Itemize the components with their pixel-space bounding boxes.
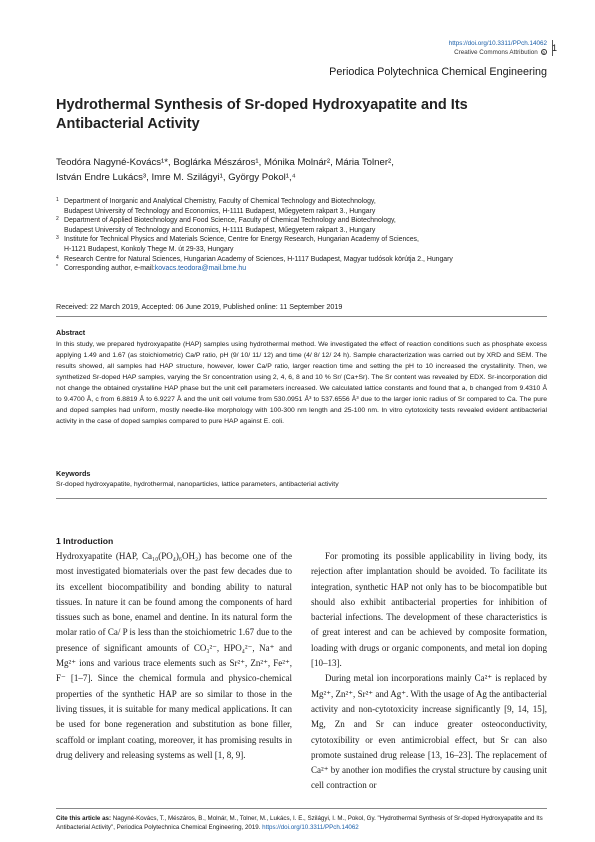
corresponding-label: Corresponding author, e-mail: bbox=[64, 265, 155, 273]
affiliation-number: * bbox=[56, 264, 58, 271]
article-title: Hydrothermal Synthesis of Sr-doped Hydroxyapatite and Its Antibacterial Activity bbox=[56, 97, 468, 132]
affiliation-number: 1 bbox=[56, 197, 59, 203]
affiliations bbox=[56, 197, 556, 274]
abstract-heading: Abstract bbox=[56, 328, 86, 337]
affiliation-text: Research Centre for Natural Sciences, Hungarian Academy of Sciences, H-1117 Budapest, Magyar tudósok körútja 2., Hungary bbox=[64, 255, 453, 263]
email-link[interactable]: kovacs.teodora@mail.bme.hu bbox=[154, 265, 247, 273]
divider-top bbox=[56, 316, 547, 317]
publication-dates: Received: 22 March 2019, Accepted: 06 June 2019, Published online: 11 September 2019 bbox=[56, 302, 343, 311]
cc-by-icon: b bbox=[542, 49, 545, 55]
affiliation-2-cont bbox=[56, 226, 556, 236]
affiliation-number: 4 bbox=[56, 254, 59, 261]
authors-line-2: István Endre Lukács³, Imre M. Szilágyi¹, György Pokol¹,⁴ bbox=[56, 171, 296, 183]
citation bbox=[56, 815, 547, 832]
right-column bbox=[311, 549, 547, 794]
header-info bbox=[449, 40, 547, 57]
corresponding-author bbox=[56, 264, 556, 274]
section-heading: 1 Introduction bbox=[56, 536, 114, 546]
divider-footer bbox=[56, 808, 547, 809]
paragraph: During metal ion incorporations mainly Ca²⁺ is replaced by Mg²⁺, Zn²⁺, Sr²⁺ and Ag⁺. With the usage of Ag the antibacterial activity and non-cytotoxicity increase significantly [9, 14, 15], Mg, Zn and Sr can induce greater osteoconductivity, cytotoxibility or even antimicrobial effect, but Sr can also promote sustained drug release [13, 16–23]. The replacement of Ca²⁺ by another ion modifies the crystal structure by causing unit cell contraction or bbox=[311, 673, 547, 791]
paragraph: For promoting its possible applicability in living body, its rejection after implantation should be avoided. To facilitate its integration, synthetic HAP not only has to be biocompatible but should also exhibit antibacterial properties for inhibition of bacterial infections. The development of these characteristics is of great interest and can be achieved by composite formation, loading with drugs or organic components, and metal ion doping [10–13]. bbox=[311, 551, 547, 669]
citation-text: Nagyné-Kovács, T., Mészáros, B., Molnár, M., Tolner, M., Lukács, I. E., Szilágyi, I. M., Pokol, Gy. "Hydrothermal Synthesis of Sr-doped Hydroxyapatite and Its Antibacterial Activity", Periodica Polytechnica Chemical Engineering, 2019. bbox=[56, 815, 543, 831]
keywords-heading: Keywords bbox=[56, 469, 91, 478]
affiliation-spacer bbox=[56, 245, 64, 255]
affiliation-text: H-1121 Budapest, Konkoly Thege M. út 29-33, Hungary bbox=[64, 245, 234, 253]
affiliation-text: Budapest University of Technology and Economics, H-1111 Budapest, Műegyetem rakpart 3., Hungary bbox=[64, 207, 376, 215]
journal-name: Periodica Polytechnica Chemical Engineering bbox=[329, 66, 547, 78]
affiliation-number: 2 bbox=[56, 216, 59, 223]
left-column bbox=[56, 549, 292, 763]
doi-link[interactable]: https://doi.org/10.3311/PPch.14062 bbox=[448, 40, 547, 47]
license-text: Creative Commons Attribution bbox=[454, 48, 538, 56]
citation-label: Cite this article as: bbox=[56, 815, 113, 822]
citation-link[interactable]: https://doi.org/10.3311/PPch.14062 bbox=[262, 823, 359, 831]
license-line bbox=[449, 49, 547, 58]
affiliation-text: Budapest University of Technology and Economics, H-1111 Budapest, Műegyetem rakpart 3., Hungary bbox=[64, 226, 376, 234]
paragraph: Hydroxyapatite (HAP, Ca₁₀(PO₄)₆OH₂) has become one of the most investigated biomaterials over the past few decades due to its excellent biocompatibility and bonding ability to natural tissues. In nature it can be found among the components of hard tissues such as bone, enamel and dentine. In its natural form the molar ratio of Ca/ P is less than the stoichiometric 1.67 due to the presence of significant amounts of CO₃²⁻, HPO₄²⁻, Na⁺ and Mg²⁺ ions and various trace elements such as Sr²⁺, Zn²⁺, Fe²⁺, F⁻ [1–7]. Since the chemical formula and physico-chemical properties of the synthetic HAP are so similar to those in the living tissues, it is suitable for many medical applications. It can be used for bone regeneration and substitution as bone filler, scaffold or implant coating, moreover, it has promising results in drug delivery and releasing systems as well [1, 8, 9]. bbox=[56, 551, 292, 760]
abstract-text: In this study, we prepared hydroxyapatite (HAP) samples using hydrothermal method. We investigated the effect of reaction conditions such as phosphate excess applying 1.49 and 1.67 (as stoichiometric) Ca/P ratio, pH (9/ 10/ 11/ 12) and time (4/ 8/ 12/ 24 h). Sample characterization was carried out by XRD and SEM. The results showed, all samples had HAP structure, however, lower Ca/P ratio, larger reaction time and setting the pH to 10 increased the crystallinity. Then, we synthetized Sr-doped HAP samples, varying the Sr concentration using 2, 4, 6, 8 and 10 % Sr/ (Ca+Sr). The Sr content was revealed by EDX. Sr-incorporation did not change the obtained crystalline HAP phase but the unit cell parameters increased. We calculated lattice constants and found that a, b changed from 9.4310 Å to 9.4700 Å, c from 6.8819 Å to 6.9227 Å and the unit cell volume from 530.0951 Å³ to 537.6556 Å³ due to the larger ionic radius of Sr compared to Ca. The pure and doped samples had uniform, mostly needle-like morphology with 100-300 nm length and 25-100 nm. In vitro cytotoxicity tests revealed evident antibacterial activity in the case of doped samples compared to pure HAP against E. coli. bbox=[56, 341, 547, 425]
keywords-text: Sr-doped hydroxyapatite, hydrothermal, nanoparticles, lattice parameters, antibacterial activity bbox=[56, 481, 339, 488]
affiliation-1-cont bbox=[56, 207, 556, 217]
divider-bottom bbox=[56, 498, 547, 499]
affiliation-text: Institute for Technical Physics and Materials Science, Centre for Energy Research, Hungarian Academy of Sciences, bbox=[64, 236, 419, 244]
affiliation-3 bbox=[56, 235, 556, 245]
affiliation-2 bbox=[56, 216, 556, 226]
affiliation-text: Department of Applied Biotechnology and Food Science, Faculty of Chemical Technology and Biotechnology, bbox=[64, 217, 396, 225]
affiliation-3-cont bbox=[56, 245, 556, 255]
affiliation-4 bbox=[56, 255, 556, 265]
affiliation-number: 3 bbox=[56, 235, 59, 242]
page-number: 1 bbox=[551, 43, 557, 53]
affiliation-spacer bbox=[56, 207, 64, 217]
affiliation-spacer bbox=[56, 226, 64, 236]
authors-line-1: Teodóra Nagyné-Kovács¹*, Boglárka Mészáros¹, Mónika Molnár², Mária Tolner², bbox=[56, 157, 394, 168]
authors bbox=[56, 156, 556, 185]
affiliation-1 bbox=[56, 197, 556, 207]
affiliation-text: Department of Inorganic and Analytical Chemistry, Faculty of Chemical Technology and Biotechnology, bbox=[64, 198, 376, 205]
